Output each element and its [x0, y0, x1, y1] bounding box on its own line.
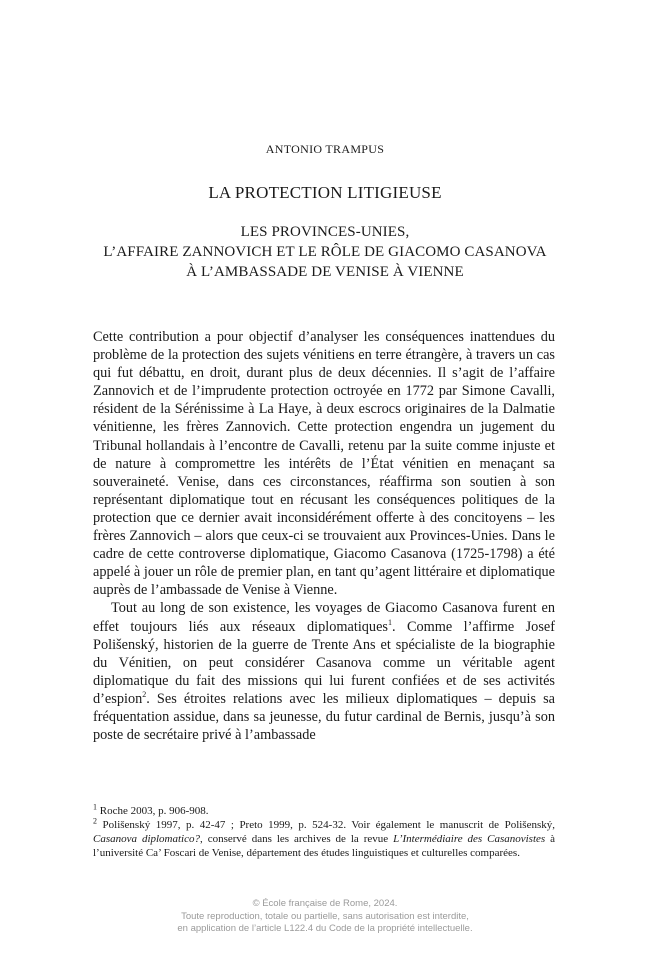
paragraph-1: Cette contribution a pour objectif d’analyser les conséquences inattendues du problème de la protection des sujets vénitiens en terre étrangère, à travers un cas qui fut débattu, en droit, durant plus de deux décennies. Il s’agit de l’affaire Zannovich et de l’imprudente protection octroyée en 1772 par Simone Cavalli, résident de la Sérénissime à La Haye, à deux escrocs originaires de la Dalmatie vénitienne, les frères Zannovich. Cette protection engendra un jugement du Tribunal hollandais à l’encontre de Cavalli, retenu par la suite comme injuste et de nature à compromettre les intérêts de l’État vénitien en menaçant sa souveraineté. Venise, dans ces circonstances, réaffirma son soutien à son représentant diplomatique tout en récusant les conséquences politiques de la protection que ce dernier avait inconsidérément offerte à des concitoyens – les frères Zannovich – alors que ceux-ci se trouvaient aux Provinces-Unies. Dans le cadre de cette controverse diplomatique, Giacomo Casanova (1725-1798) a été appelé à jouer un rôle de premier plan, en tant qu’agent littéraire et diplomatique auprès de l’ambassade de Venise à Vienne.: [93, 329, 555, 599]
body-text: [93, 328, 555, 744]
footnote-2-part-b: , conservé dans les archives de la revue: [200, 833, 394, 845]
subtitle-line-3: À L’AMBASSADE DE VENISE À VIENNE: [186, 264, 464, 280]
footnotes: [93, 804, 555, 860]
copyright-notice: [0, 898, 650, 936]
footnote-ref-2[interactable]: 2: [142, 690, 147, 700]
footnote-1-mark: 1: [93, 802, 97, 812]
copyright-line-2: Toute reproduction, totale ou partielle, sans autorisation est interdite,: [181, 910, 469, 922]
footnote-2: [93, 818, 555, 860]
article-subtitle: [40, 222, 610, 282]
copyright-line-1: © École française de Rome, 2024.: [252, 898, 398, 909]
copyright-line-3: en application de l’article L122.4 du Code de la propriété intellectuelle.: [177, 923, 473, 934]
paragraph-2-part-c: . Ses étroites relations avec les milieux diplomatiques – depuis sa fréquentation assidue, dans sa jeunesse, du futur cardinal de Bernis, jusqu’à son poste de secrétaire privé à l’ambassade: [93, 690, 555, 744]
subtitle-line-2: L’AFFAIRE ZANNOVICH ET LE RÔLE DE GIACOMO CASANOVA: [103, 244, 547, 260]
footnote-2-title-2: L’Intermédiaire des Casanovistes: [393, 833, 546, 845]
footnote-1-text: Roche 2003, p. 906-908.: [99, 805, 209, 817]
paragraph-2-part-b: . Comme l’affirme Josef Polišenský, historien de la guerre de Trente Ans et spécialiste de la biographie du Vénitien, on peut considérer Casanova comme un véritable agent diplomatique du fait des missions qui lui furent confiées et de ses activités d’espion: [93, 618, 555, 707]
paragraph-2-part-a: Tout au long de son existence, les voyages de Giacomo Casanova furent en effet toujours liés aux réseaux diplomatiques: [93, 600, 555, 635]
paragraph-2: [93, 599, 555, 744]
footnote-2-part-a: Polišenský 1997, p. 42-47 ; Preto 1999, p. 524-32. Voir également le manuscrit de Polišenský,: [102, 819, 555, 831]
footnote-2-title-1: Casanova diplomatico?: [93, 833, 200, 845]
footnote-2-part-c: à l’université Ca’ Foscari de Venise, département des études linguistiques et culturelles comparées.: [93, 833, 555, 859]
author-name: ANTONIO TRAMPUS: [265, 142, 385, 156]
footnote-ref-1[interactable]: 1: [388, 617, 392, 627]
article-title: LA PROTECTION LITIGIEUSE: [208, 183, 442, 202]
footnote-1: [93, 804, 555, 818]
footnote-2-mark: 2: [93, 816, 97, 826]
subtitle-line-1: LES PROVINCES-UNIES,: [240, 224, 410, 240]
